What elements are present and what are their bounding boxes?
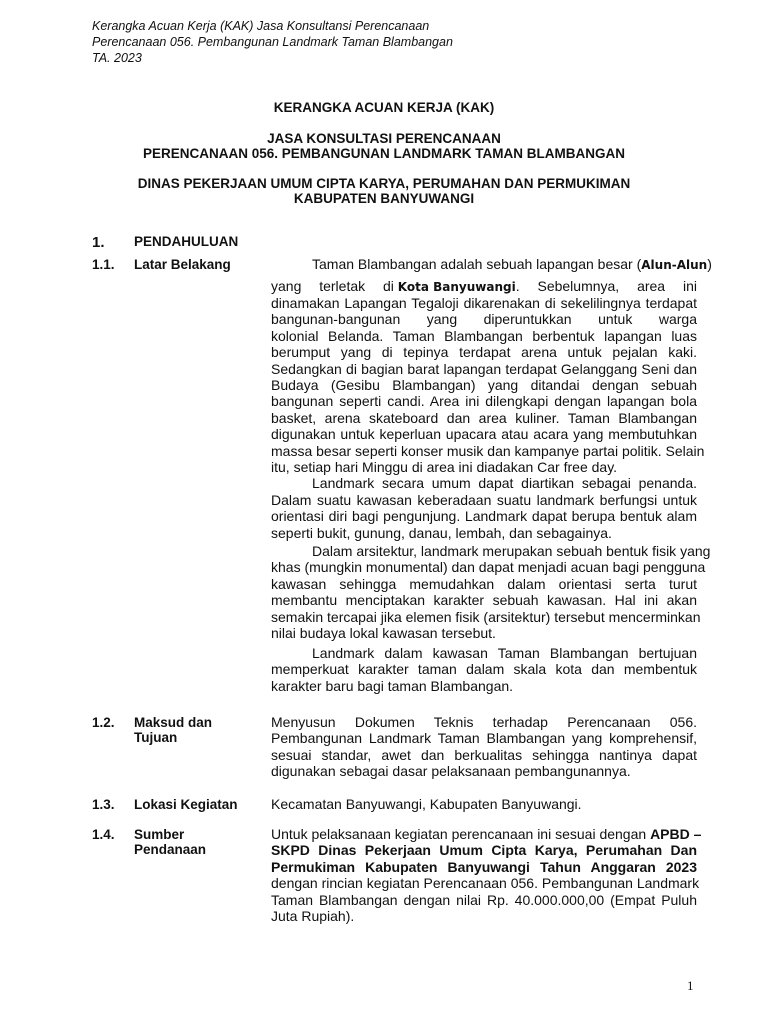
- section-title: PENDAHULUAN: [134, 234, 239, 249]
- paragraph-line: bangunan-bangunan yang diperuntukkan untuk warga: [271, 311, 697, 328]
- document-title-main: KERANGKA ACUAN KERJA (KAK): [273, 100, 495, 115]
- paragraph-line: Dalam arsitektur, landmark merupakan sebuah bentuk fisik yang: [312, 543, 711, 559]
- paragraph-line: [271, 278, 697, 295]
- paragraph-line: itu, setiap hari Minggu di area ini diadakan Car free day.: [271, 459, 618, 475]
- word: di: [383, 278, 394, 294]
- paragraph-line: kolonial Belanda. Taman Blambangan berbentuk lapangan luas: [271, 327, 697, 344]
- text-span: Taman Blambangan adalah sebuah lapangan besar (: [312, 256, 642, 272]
- subsection-title: [134, 715, 212, 745]
- text-span: Untuk pelaksanaan kegiatan perencanaan ini sesuai dengan: [271, 826, 651, 842]
- paragraph-line: membantu menciptakan karakter sebuah kawasan. Hal ini akan: [271, 592, 697, 609]
- subsection-title: Lokasi Kegiatan: [134, 797, 238, 812]
- paragraph-line: seperti bukit, gunung, danau, lembah, dan sebagainya.: [271, 524, 612, 541]
- paragraph-line: Dalam suatu kawasan keberadaan suatu landmark berfungsi untuk: [271, 491, 697, 508]
- document-subtitle: [0, 131, 768, 161]
- paragraph-line: Taman Blambangan dengan nilai Rp. 40.000.000,00 (Empat Puluh: [271, 891, 697, 908]
- subsection-title: [134, 827, 206, 857]
- document-subtitle-line: JASA KONSULTASI PERENCANAAN: [267, 131, 501, 146]
- subsection-title: Latar Belakang: [134, 257, 231, 272]
- document-subtitle-line: PERENCANAAN 056. PEMBANGUNAN LANDMARK TAMAN BLAMBANGAN: [143, 146, 625, 161]
- paragraph-line: sesuai standar, awet dan berkualitas sehingga nantinya dapat: [271, 746, 697, 763]
- paragraph-line: [271, 826, 702, 842]
- kota-banyuwangi-term: Kota Banyuwangi: [397, 280, 516, 294]
- paragraph-line: berumput yang di tepinya terdapat arena untuk pejalan kaki.: [271, 344, 697, 361]
- paragraph-line: kawasan sehingga memudahkan dalam orientasi serta turut: [271, 575, 697, 592]
- paragraph-line: Landmark dalam kawasan Taman Blambangan bertujuan: [312, 645, 697, 661]
- paragraph-line: Juta Rupiah).: [271, 908, 355, 924]
- funding-source-bold: Permukiman Kabupaten Banyuwangi Tahun Anggaran 2023: [271, 858, 697, 875]
- paragraph-line: Budaya (Gesibu Blambangan) yang ditandai dengan sebuah: [271, 377, 697, 393]
- subsection-title-line: Maksud dan: [134, 715, 213, 730]
- word: ini: [682, 278, 697, 294]
- paragraph-line: nilai budaya lokal kawasan tersebut.: [271, 625, 496, 641]
- paragraph-line: dinamakan Lapangan Tegaloji dikarenakan di sekelilingnya terdapat: [271, 295, 697, 311]
- running-header-line: Kerangka Acuan Kerja (KAK) Jasa Konsultansi Perencanaan: [92, 19, 430, 33]
- running-header-line: Perencanaan 056. Pembangunan Landmark Taman Blambangan: [92, 35, 453, 49]
- agency-name-line: KABUPATEN BANYUWANGI: [293, 191, 475, 206]
- word: terletak: [319, 278, 366, 294]
- document-title: [0, 100, 768, 115]
- word: Sebelumnya,: [537, 278, 620, 294]
- paragraph-line: karakter baru bagi taman Blambangan.: [271, 677, 514, 694]
- subsection-number: 1.1.: [92, 257, 115, 272]
- agency-name-line: DINAS PEKERJAAN UMUM CIPTA KARYA, PERUMAHAN DAN PERMUKIMAN: [137, 176, 631, 191]
- paragraph-line: massa besar seperti konser musik dan kampanye partai politik. Selain: [271, 442, 705, 459]
- running-header: [92, 18, 453, 66]
- word: .: [515, 278, 520, 294]
- paragraph-line: basket, arena skateboard dan area kuliner. Taman Blambangan: [271, 409, 697, 426]
- subsection-title-line: Sumber: [134, 827, 185, 842]
- location-text: Kecamatan Banyuwangi, Kabupaten Banyuwangi.: [271, 796, 582, 812]
- running-header-line: TA. 2023: [92, 51, 142, 65]
- paragraph-line: [312, 256, 712, 273]
- word: area: [637, 278, 666, 294]
- paragraph-line: dengan rincian kegiatan Perencanaan 056. Pembangunan Landmark: [271, 875, 700, 892]
- paragraph-line: Menyusun Dokumen Teknis terhadap Perencanaan 056.: [271, 714, 697, 730]
- agency-name: [0, 176, 768, 206]
- funding-source-bold: SKPD Dinas Pekerjaan Umum Cipta Karya, Perumahan Dan: [271, 842, 697, 859]
- paragraph-line: Landmark secara umum dapat diartikan sebagai penanda.: [312, 475, 697, 492]
- subsection-number: 1.2.: [92, 715, 115, 730]
- subsection-number: 1.4.: [92, 827, 115, 842]
- paragraph-line: Pembangunan Landmark Taman Blambangan yang komprehensif,: [271, 730, 697, 747]
- paragraph-line: digunakan sebagai dasar pelaksanaan pembangunannya.: [271, 763, 631, 780]
- text-span: ): [707, 256, 712, 272]
- alun-alun-term: Alun-Alun: [641, 258, 708, 272]
- paragraph-line: digunakan untuk keperluan upacara atau acara yang membutuhkan: [271, 426, 697, 443]
- subsection-number: 1.3.: [92, 797, 115, 812]
- paragraph-line: orientasi diri bagi pengunjung. Landmark dapat berupa bentuk alam: [271, 508, 697, 525]
- funding-source-bold: APBD –: [650, 826, 702, 842]
- subsection-title-line: Tujuan: [134, 730, 178, 745]
- paragraph-line: Sedangkan di bagian barat lapangan terdapat Gelanggang Seni dan: [271, 360, 697, 377]
- paragraph-line: khas (mungkin monumental) dan dapat menjadi acuan bagi pengguna: [271, 559, 706, 576]
- word: yang: [271, 278, 302, 294]
- subsection-title-line: Pendanaan: [134, 842, 207, 857]
- word-group: [383, 278, 520, 295]
- section-number: 1.: [92, 234, 105, 251]
- paragraph-line: bangunan seperti candi. Area ini dilengkapi dengan lapangan bola: [271, 393, 697, 410]
- page-number: 1: [687, 978, 694, 993]
- paragraph-line: semakin tercapai jika elemen fisik (arsitektur) tersebut mencerminkan: [271, 608, 701, 625]
- paragraph-line: memperkuat karakter taman dalam skala kota dan membentuk: [271, 661, 697, 678]
